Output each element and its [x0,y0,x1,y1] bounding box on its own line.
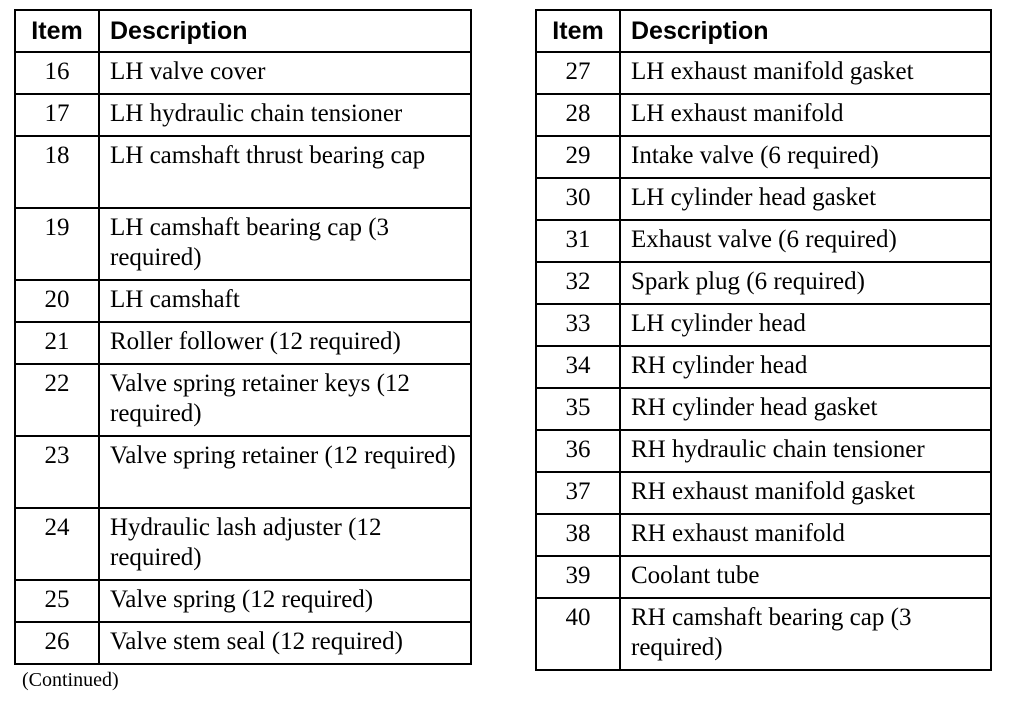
item-description: LH exhaust manifold gasket [620,52,991,94]
item-number: 28 [536,94,620,136]
item-number: 37 [536,472,620,514]
item-number: 18 [15,136,99,208]
item-description: Valve spring retainer keys (12 required) [99,364,471,436]
table-row [536,52,991,94]
item-number: 22 [15,364,99,436]
table-header-row [15,10,471,52]
item-description: Intake valve (6 required) [620,136,991,178]
table-row [15,364,471,436]
table-row [15,622,471,664]
item-number: 31 [536,220,620,262]
parts-table-right [535,9,992,671]
item-description: LH exhaust manifold [620,94,991,136]
parts-table-left [14,9,472,665]
item-number: 25 [15,580,99,622]
item-number: 35 [536,388,620,430]
item-description: Spark plug (6 required) [620,262,991,304]
table-header-row [536,10,991,52]
item-number: 27 [536,52,620,94]
table-row [536,178,991,220]
item-description: RH cylinder head [620,346,991,388]
item-description: LH cylinder head [620,304,991,346]
item-number: 26 [15,622,99,664]
table-row [536,136,991,178]
table-row [536,388,991,430]
item-number: 20 [15,280,99,322]
item-description: Valve stem seal (12 required) [99,622,471,664]
item-description: LH camshaft thrust bearing cap [99,136,471,208]
item-description: Hydraulic lash adjuster (12 required) [99,508,471,580]
item-description: RH cylinder head gasket [620,388,991,430]
continued-note: (Continued) [22,669,119,691]
table-row [536,304,991,346]
item-number: 34 [536,346,620,388]
item-number: 24 [15,508,99,580]
table-row [15,208,471,280]
item-number: 39 [536,556,620,598]
item-description: Roller follower (12 required) [99,322,471,364]
table-row [536,346,991,388]
item-number: 16 [15,52,99,94]
item-description: LH valve cover [99,52,471,94]
table-row [15,436,471,508]
item-description: LH hydraulic chain tensioner [99,94,471,136]
table-row [536,556,991,598]
item-number: 17 [15,94,99,136]
item-number: 23 [15,436,99,508]
item-number: 21 [15,322,99,364]
item-description: RH exhaust manifold [620,514,991,556]
item-number: 30 [536,178,620,220]
item-number: 33 [536,304,620,346]
table-row [536,94,991,136]
table-row [536,514,991,556]
item-number: 29 [536,136,620,178]
description-column-header: Description [99,10,471,52]
item-number: 40 [536,598,620,670]
table-row [15,280,471,322]
table-row [536,472,991,514]
item-description: Valve spring (12 required) [99,580,471,622]
item-description: Coolant tube [620,556,991,598]
item-description: RH exhaust manifold gasket [620,472,991,514]
table-row [15,52,471,94]
item-number: 32 [536,262,620,304]
item-description: LH camshaft bearing cap (3 required) [99,208,471,280]
item-column-header: Item [536,10,620,52]
item-description: Exhaust valve (6 required) [620,220,991,262]
item-number: 19 [15,208,99,280]
table-row [15,322,471,364]
item-description: LH camshaft [99,280,471,322]
item-description: LH cylinder head gasket [620,178,991,220]
item-number: 36 [536,430,620,472]
table-row [15,94,471,136]
item-number: 38 [536,514,620,556]
table-row [15,508,471,580]
table-row [536,262,991,304]
item-column-header: Item [15,10,99,52]
item-description: RH camshaft bearing cap (3 required) [620,598,991,670]
item-description: RH hydraulic chain tensioner [620,430,991,472]
table-row [15,580,471,622]
table-row [536,598,991,670]
table-row [536,220,991,262]
table-row [15,136,471,208]
item-description: Valve spring retainer (12 required) [99,436,471,508]
description-column-header: Description [620,10,991,52]
table-row [536,430,991,472]
